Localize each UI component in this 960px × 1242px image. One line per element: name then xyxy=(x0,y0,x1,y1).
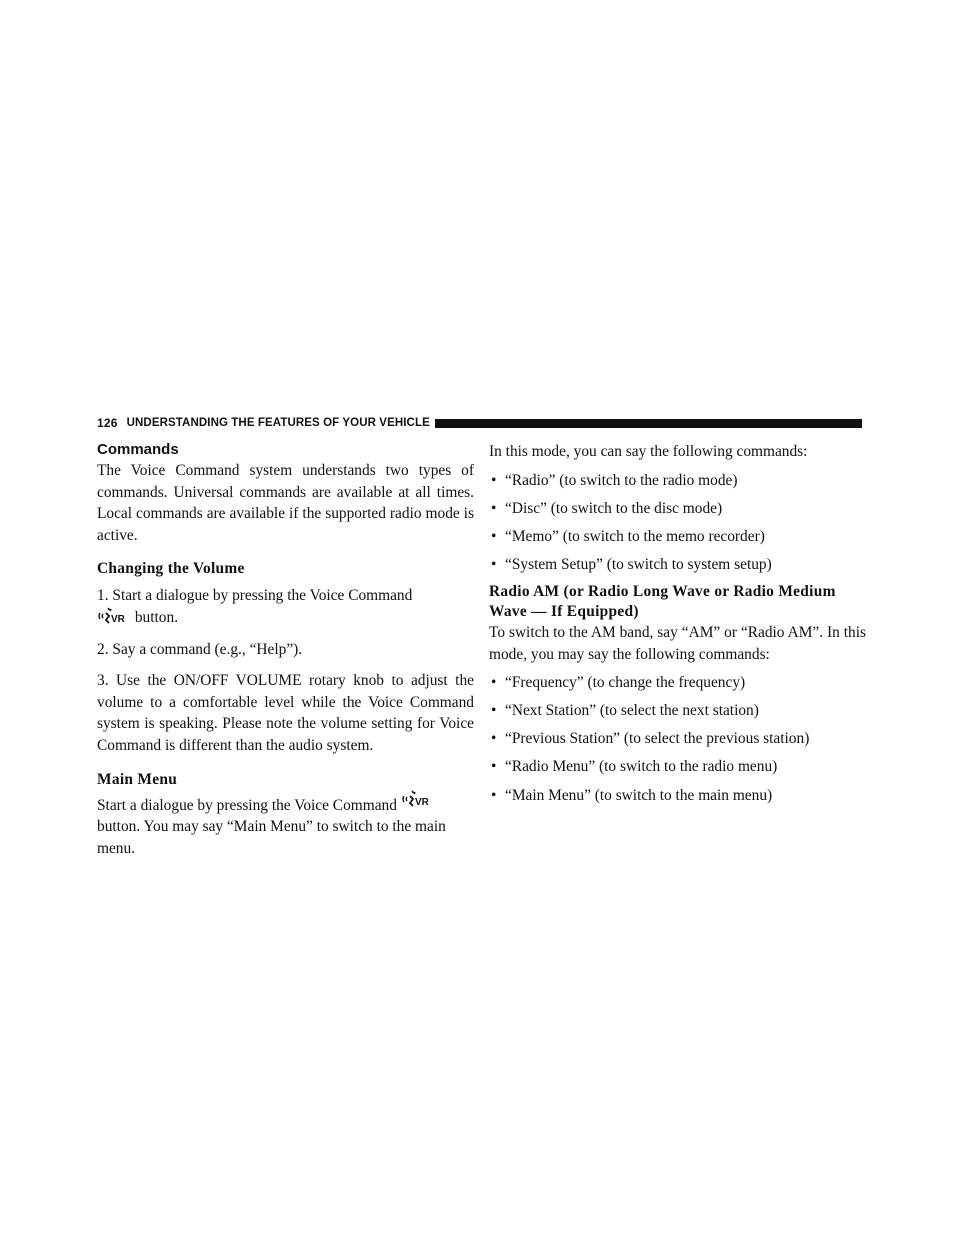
main-menu-text-a: Start a dialogue by pressing the Voice Command xyxy=(97,796,397,814)
commands-heading: Commands xyxy=(97,441,179,458)
list-item: • “Memo” (to switch to the memo recorder) xyxy=(491,527,765,545)
volume-step-1-button-text: button. xyxy=(134,608,179,626)
svg-text:VR: VR xyxy=(414,796,429,808)
main-menu-text-b: button. You may say “Main Menu” to switch to the main menu. xyxy=(97,818,446,857)
main-menu-paragraph xyxy=(97,790,474,860)
am-commands-list xyxy=(489,672,866,806)
volume-step-1 xyxy=(97,585,474,628)
page-number: 126 xyxy=(97,416,118,430)
radio-am-paragraph: To switch to the AM band, say “AM” or “Radio AM”. In this mode, you may say the following commands: xyxy=(489,623,866,663)
radio-am-heading: Radio AM (or Radio Long Wave or Radio Medium Wave — If Equipped) xyxy=(489,582,836,620)
right-column xyxy=(489,441,866,813)
list-item: • “Disc” (to switch to the disc mode) xyxy=(491,499,723,517)
volume-step-2: 2. Say a command (e.g., “Help”). xyxy=(97,640,303,658)
header-rule xyxy=(435,419,862,428)
commands-paragraph: The Voice Command system understands two types of commands. Universal commands are available at all times. Local commands are available if the supported radio mode is active. xyxy=(97,462,474,544)
main-commands-list xyxy=(489,470,866,576)
list-item: • “Radio” (to switch to the radio mode) xyxy=(491,471,738,489)
page-header xyxy=(97,416,862,430)
list-item: • “Main Menu” (to switch to the main menu) xyxy=(491,786,773,804)
main-menu-heading: Main Menu xyxy=(97,770,178,788)
volume-step-1-text: 1. Start a dialogue by pressing the Voice Command xyxy=(97,587,413,605)
list-item: • “Next Station” (to select the next station) xyxy=(491,702,759,720)
list-item: • “Radio Menu” (to switch to the radio menu) xyxy=(491,758,778,776)
changing-volume-heading: Changing the Volume xyxy=(97,560,245,578)
volume-step-3: 3. Use the ON/OFF VOLUME rotary knob to adjust the volume to a comfortable level while the Voice Command system is speaking. Please note the volume setting for Voice Command is different than the audio system. xyxy=(97,672,474,754)
main-mode-intro: In this mode, you can say the following commands: xyxy=(489,443,808,460)
section-title: UNDERSTANDING THE FEATURES OF YOUR VEHICLE xyxy=(126,417,430,429)
list-item: • “Previous Station” (to select the previous station) xyxy=(491,730,810,748)
list-item: • “System Setup” (to switch to system setup) xyxy=(491,555,772,573)
svg-text:VR: VR xyxy=(111,613,125,625)
voice-command-icon xyxy=(401,790,435,808)
list-item: • “Frequency” (to change the frequency) xyxy=(491,674,746,692)
left-column xyxy=(97,440,474,869)
voice-command-icon xyxy=(97,607,131,625)
